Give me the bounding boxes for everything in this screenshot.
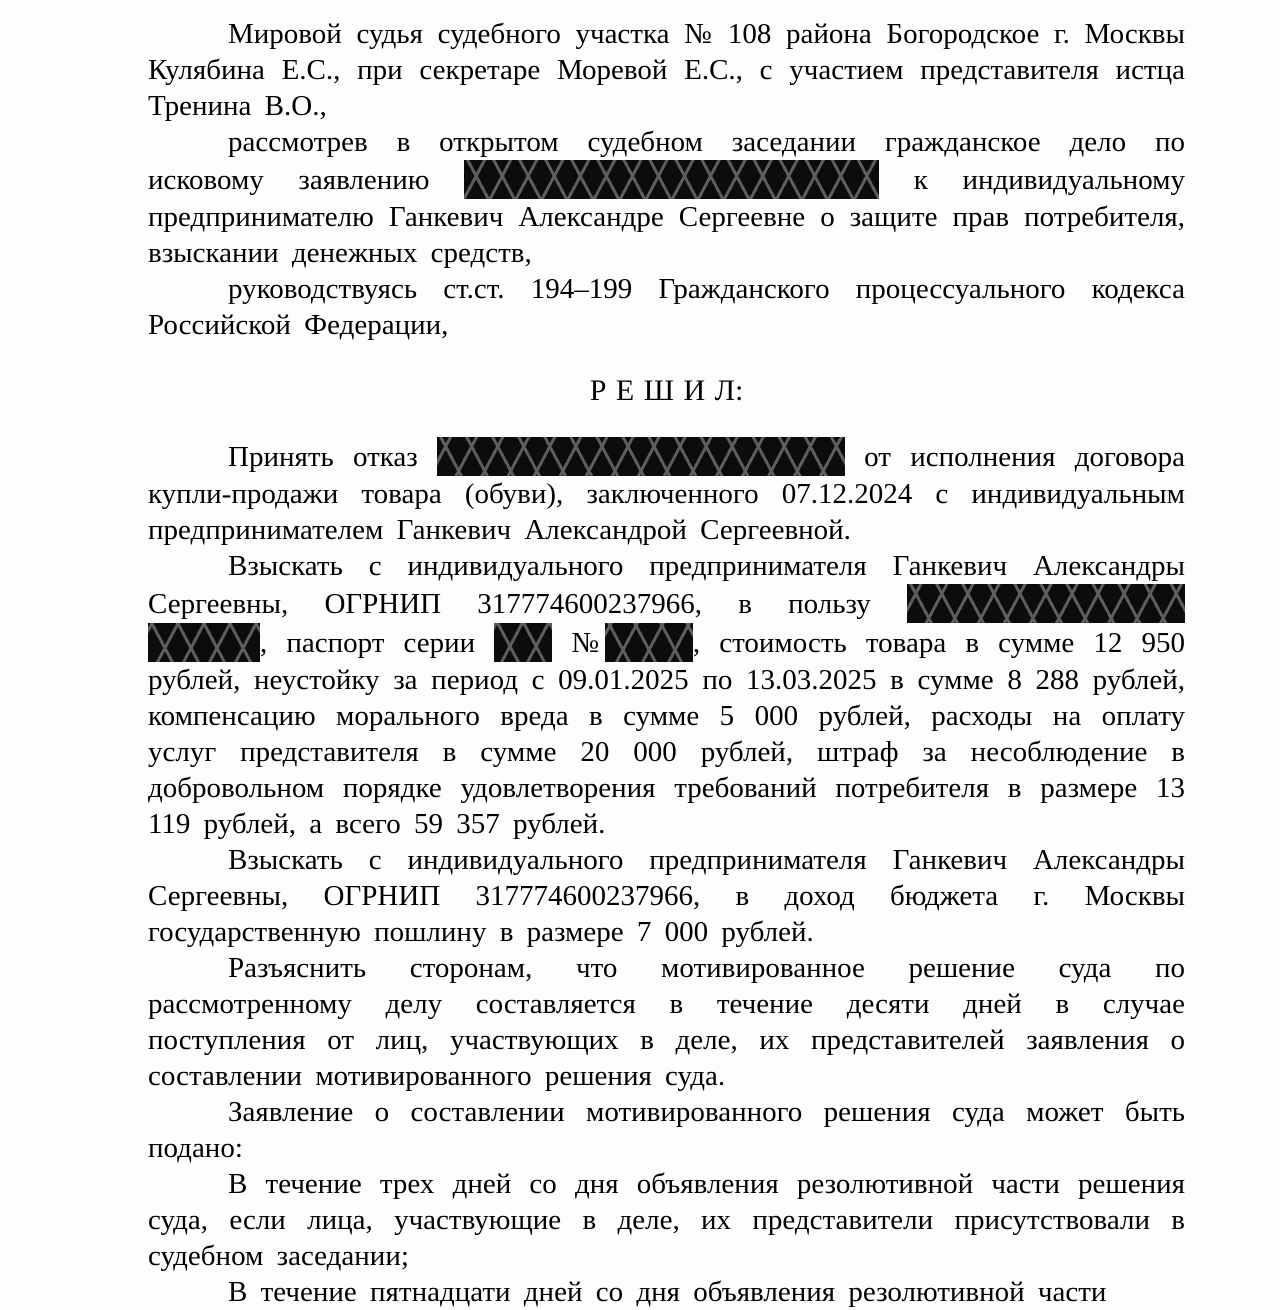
clarification-paragraph bbox=[148, 950, 1185, 1094]
decision-heading bbox=[148, 373, 1185, 409]
application-intro-paragraph bbox=[148, 1094, 1185, 1166]
legal-basis-paragraph bbox=[148, 271, 1185, 343]
redaction-block bbox=[148, 623, 260, 662]
text-run: Р Е Ш И Л: bbox=[589, 374, 744, 407]
recovery-consumer-paragraph bbox=[148, 548, 1185, 842]
redaction-block bbox=[494, 623, 552, 662]
text-run: Мировой судья судебного участка № 108 района Богородское г. Москвы Кулябина Е.С., при секретаре Моревой Е.С., с участием представителя истца Тренина В.О., bbox=[148, 18, 1185, 122]
text-run: рассмотрев в открытом судебном заседании гражданское дело по исковому заявлению bbox=[148, 126, 1185, 196]
text-run: , стоимость товара в сумме 12 950 рублей, неустойку за период с 09.01.2025 по 13.03.2025 в сумме 8 288 рублей, компенсацию морального вреда в сумме 5 000 рублей, расходы на оплату услуг представителя в сумме 20 000 рублей, штраф за несоблюдение в добровольном порядке удовлетворения требований потребителя в размере 13 119 рублей, а всего 59 357 рублей. bbox=[148, 627, 1185, 840]
redaction-block bbox=[464, 160, 879, 199]
text-run: В течение трех дней со дня объявления резолютивной части решения суда, если лица, участвующие в деле, их представители присутствовали в судебном заседании; bbox=[148, 1168, 1185, 1272]
accept-refusal-paragraph bbox=[148, 437, 1185, 548]
redaction-block bbox=[605, 623, 693, 662]
text-run: Принять отказ bbox=[228, 441, 437, 473]
text-run: Разъяснить сторонам, что мотивированное решение суда по рассмотренному делу составляется в течение десяти дней в случае поступления от лиц, участвующих в деле, их представителей заявления о составлении мотивированного решения суда. bbox=[148, 952, 1185, 1092]
case-description-paragraph bbox=[148, 124, 1185, 271]
three-days-paragraph bbox=[148, 1166, 1185, 1274]
text-run: от исполнения договора купли-продажи товара (обуви), заключенного 07.12.2024 с индивидуальным предпринимателем Ганкевич Александрой Сергеевной. bbox=[148, 441, 1185, 546]
redaction-block bbox=[907, 584, 1185, 623]
intro-judge-paragraph bbox=[148, 16, 1185, 124]
recovery-state-duty-paragraph bbox=[148, 842, 1185, 950]
text-run: , паспорт серии bbox=[260, 627, 495, 659]
text-run: к индивидуальному предпринимателю Ганкевич Александре Сергеевне о защите прав потребителя, взыскании денежных средств, bbox=[148, 164, 1185, 269]
text-run: Взыскать с индивидуального предпринимателя Ганкевич Александры Сергеевны, ОГРНИП 317774600237966, в доход бюджета г. Москвы государственную пошлину в размере 7 000 рублей. bbox=[148, 844, 1185, 948]
redaction-block bbox=[437, 437, 845, 476]
fifteen-days-paragraph bbox=[148, 1274, 1185, 1310]
text-run: руководствуясь ст.ст. 194–199 Гражданского процессуального кодекса Российской Федерации, bbox=[148, 273, 1185, 341]
text-run: № bbox=[552, 627, 605, 659]
text-run: Взыскать с индивидуального предпринимателя Ганкевич Александры Сергеевны, ОГРНИП 317774600237966, в пользу bbox=[148, 550, 1185, 620]
text-run: В течение пятнадцати дней со дня объявления резолютивной части bbox=[228, 1276, 1107, 1308]
text-run: Заявление о составлении мотивированного решения суда может быть подано: bbox=[148, 1096, 1185, 1164]
